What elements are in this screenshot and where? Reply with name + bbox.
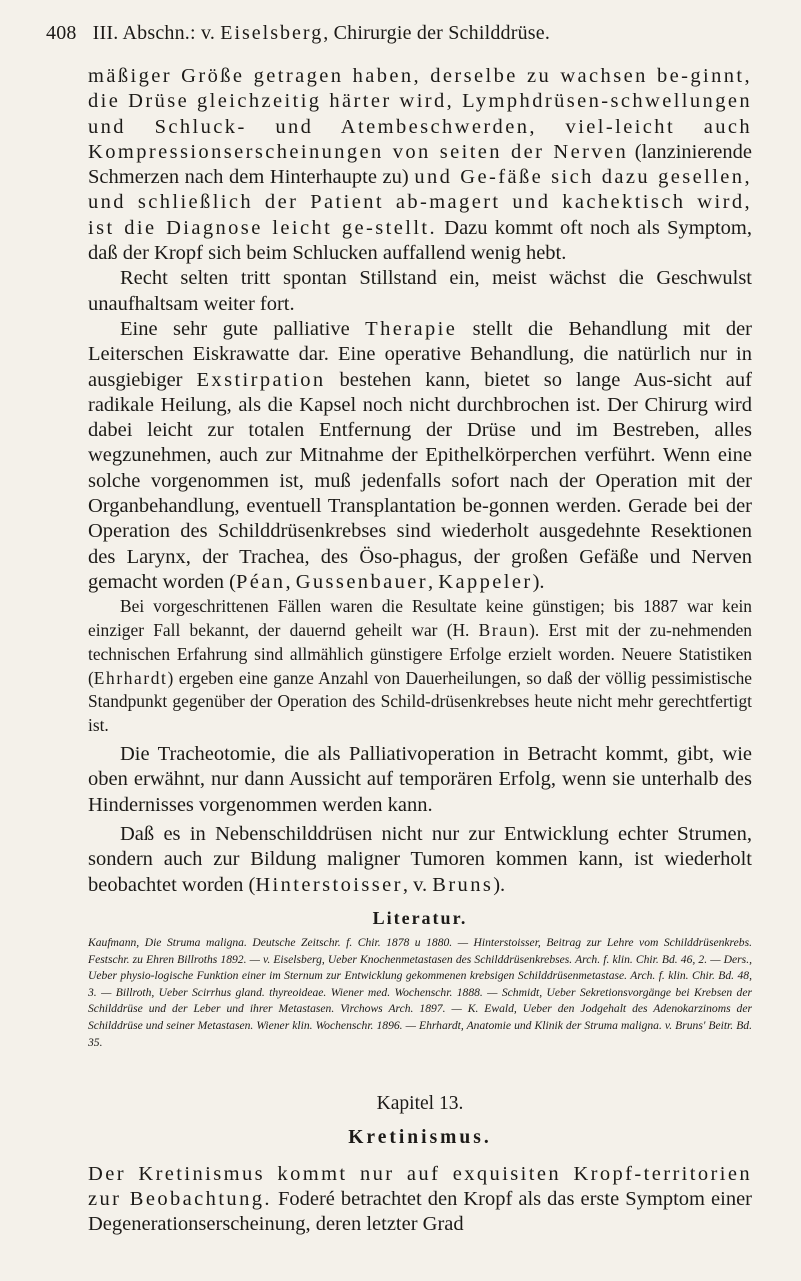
paragraph-4-small: [88, 595, 752, 738]
chapter-intro-rest: Foderé betrachtet den Kropf als das erste Symptom einer Degenerationserscheinung, deren letzter Grad: [88, 1188, 752, 1236]
p3-b: stellt die Behandlung mit der Leiterschen Eiskrawatte dar. Eine operative Behandlung, die natürlich nur in ausgiebiger: [88, 317, 753, 391]
p3-e: ,: [428, 570, 439, 593]
running-title-author: Eiselsberg: [220, 22, 324, 44]
p4-c: ) ergeben eine ganze Anzahl von Dauerheilungen, so daß der völlig pessimistische Standpunkt gegenüber der Operation des Schild-drüsenkrebses heute nicht mehr gerechtfertigt ist.: [88, 667, 752, 736]
p3-gussenbauer: Gussenbauer: [295, 570, 428, 593]
p3-f: ).: [532, 570, 545, 593]
literature-heading: Literatur.: [372, 907, 468, 928]
running-title-a: III. Abschn.: v.: [92, 22, 221, 44]
running-head: [46, 22, 746, 45]
chapter-intro: [88, 1162, 752, 1238]
p3-d: ,: [285, 570, 296, 593]
paragraph-2: Recht selten tritt spontan Stillstand ein, meist wächst die Geschwulst unaufhaltsam weiter fort.: [88, 267, 752, 315]
p1-d: Dazu kommt oft noch als Symptom, daß der Kropf sich beim Schlucken auffallend wenig hebt.: [88, 216, 752, 265]
p6-b: , v.: [402, 873, 433, 896]
p3-kappeler: Kappeler: [438, 570, 533, 593]
p3-therapie: Therapie: [365, 317, 458, 340]
paragraph-6: [88, 822, 752, 898]
p1-spaced-a: mäßiger Größe getragen haben, derselbe zu wachsen be-ginnt, die Drüse gleichzeitig härter wird, Lymphdrüsen-schwellungen und Schluck- und Atembeschwerden, viel-leicht auch Kompressionserscheinungen von seiten der Nerven: [88, 65, 752, 163]
paragraph-3: [88, 317, 752, 595]
p4-ehrhardt: Ehrhardt: [93, 667, 168, 688]
running-title-b: , Chirurgie der Schilddrüse.: [323, 22, 551, 44]
literature-list: Kaufmann, Die Struma maligna. Deutsche Zeitschr. f. Chir. 1878 u 1880. — Hinterstoisser, Beitrag zur Lehre vom Schilddrüsenkrebs. Festschr. zu Ehren Billroths 1892. — v. Eiselsberg, Ueber Knochenmetastasen des Schilddrüsenkrebses. Arch. f. klin. Chir. Bd. 46, 2. — Ders., Ueber physio-logische Funktion einer im Sternum zur Entwicklung gekommenen krebsigen Schilddrüsenmetastase. Arch. f. klin. Chir. Bd. 48, 3. — Billroth, Ueber Scirrhus gland. thyreoideae. Wiener med. Wochenschr. 1888. — Schmidt, Ueber Sekretionsvorgänge bei Krebsen der Schilddrüse und der Leber und ihrer Metastasen. Virchows Arch. 1897. — K. Ewald, Ueber den Jodgehalt des Adenokarzinoms der Schilddrüse und seiner Metastasen. Wiener klin. Wochenschr. 1896. — Ehrhardt, Anatomie und Klinik der Struma maligna. v. Bruns' Beitr. Bd. 35.: [88, 936, 752, 1049]
p6-hinterstoisser: Hinterstoisser: [255, 873, 403, 896]
p1-spaced-c: und Ge-fäße sich dazu gesellen, und schließlich der Patient ab-magert und kachektisch wird, ist die Diagnose leicht ge-stellt.: [88, 166, 752, 239]
p3-pean: Péan: [236, 570, 286, 593]
paragraph-5: Die Tracheotomie, die als Palliativoperation in Betracht kommt, gibt, wie oben erwähnt, nur dann Aussicht auf temporären Erfolg, wenn sie unterhalb des Hindernisses vorgenommen werden kann.: [88, 743, 752, 816]
page-number: 408: [46, 22, 77, 44]
p6-bruns: Bruns: [432, 873, 494, 896]
body-text: [88, 64, 752, 1238]
chapter-title: Kretinismus.: [348, 1126, 492, 1148]
paragraph-1: [88, 64, 752, 266]
p6-a: Daß es in Nebenschilddrüsen nicht nur zur Entwicklung echter Strumen, sondern auch zur Bildung maligner Tumoren kommen kann, ist wiederholt beobachtet worden (: [88, 822, 752, 896]
p3-c: bestehen kann, bietet so lange Aus-sicht auf radikale Heilung, als die Kapsel noch nicht durchbrochen ist. Der Chirurg wird dabei leicht zur totalen Entfernung der Drüse und im Bestreben, alles wegzunehmen, auch zur Mitnahme der Epithelkörperchen verführt. Wenn eine solche vorgenommen ist, muß jedenfalls sofort nach der Operation mit der Organbehandlung, eventuell Transplantation be-gonnen werden. Gerade bei der Operation des Schilddrüsenkrebses sind wiederholt ausgedehnte Resektionen des Larynx, der Trachea, des Öso-phagus, der großen Gefäße und Nerven gemacht worden (: [88, 368, 752, 593]
chapter-intro-spaced: Der Kretinismus kommt nur auf exquisiten Kropf-territorien zur Beobachtung.: [88, 1162, 752, 1211]
chapter-number: Kapitel 13.: [376, 1093, 464, 1115]
p6-c: ).: [493, 873, 506, 896]
p3-exstirpation: Exstirpation: [196, 368, 326, 391]
p1-b: (lanzinierende Schmerzen nach dem Hinterhaupte zu): [88, 140, 752, 189]
p4-b: ). Erst mit der zu-nehmenden technischen Erfahrung sind allmählich günstigere Erfolge erzielt worden. Neuere Statistiken (: [88, 620, 752, 688]
p3-a: Eine sehr gute palliative: [120, 317, 366, 340]
p4-a: Bei vorgeschrittenen Fällen waren die Resultate keine günstigen; bis 1887 war kein einziger Fall bekannt, der dauernd geheilt war (H.: [88, 596, 752, 641]
p4-braun: Braun: [478, 620, 530, 641]
